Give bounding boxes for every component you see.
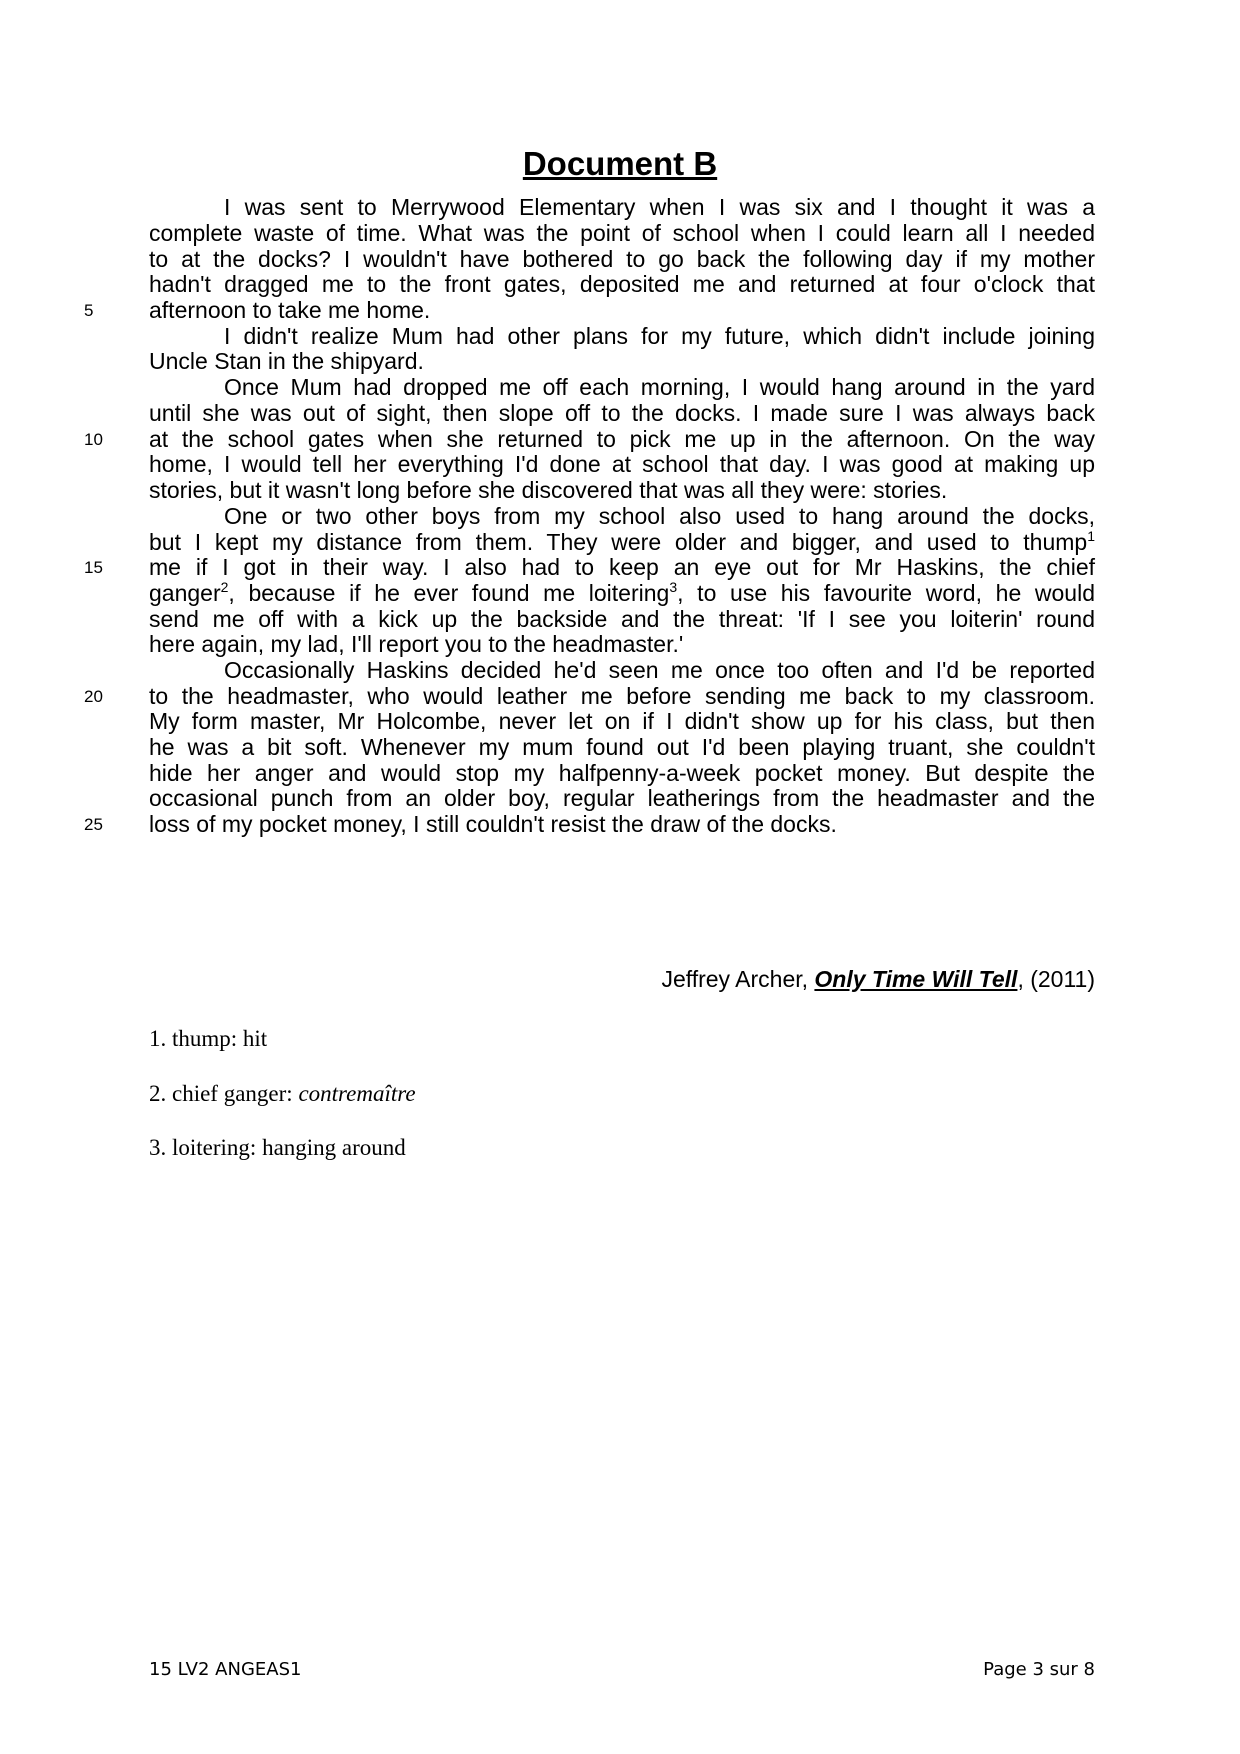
footnote-term: 2. chief ganger: xyxy=(149,1081,299,1106)
citation-author: Jeffrey Archer, xyxy=(661,966,815,992)
text-segment: ganger xyxy=(149,580,221,606)
text-segment: but I kept my distance from them. They were older and bigger, and used to thump xyxy=(149,529,1088,555)
text-line: to at the docks? I wouldn't have bothered to go back the following day if my mother xyxy=(149,246,1095,272)
line-number: 5 xyxy=(84,301,94,320)
text-line: I didn't realize Mum had other plans for my future, which didn't include joining xyxy=(224,323,1095,349)
text-line: to the headmaster, who would leather me before sending me back to my classroom. xyxy=(149,683,1095,709)
footnote xyxy=(149,1024,267,1053)
footnote-term: 1. thump: hit xyxy=(149,1026,268,1051)
footnote-translation: contremaître xyxy=(298,1081,416,1106)
text-line: My form master, Mr Holcombe, never let on if I didn't show up for his class, but then xyxy=(149,708,1095,734)
citation-year: , (2011) xyxy=(1017,966,1095,992)
text-line: he was a bit soft. Whenever my mum found out I'd been playing truant, she couldn't xyxy=(149,734,1095,760)
text-line: hadn't dragged me to the front gates, deposited me and returned at four o'clock that xyxy=(149,271,1095,297)
footer-page-number: Page 3 sur 8 xyxy=(983,1659,1095,1680)
footnote-mark: 2 xyxy=(220,579,229,595)
line-number: 15 xyxy=(84,558,103,577)
citation xyxy=(149,965,1095,994)
text-line xyxy=(149,579,1095,608)
text-line: me if I got in their way. I also had to keep an eye out for Mr Haskins, the chief xyxy=(149,554,1095,580)
footnote-mark: 3 xyxy=(669,579,678,595)
text-line: Once Mum had dropped me off each morning, I would hang around in the yard xyxy=(224,374,1095,400)
text-line: send me off with a kick up the backside and the threat: 'If I see you loiterin' round xyxy=(149,606,1095,632)
line-number: 20 xyxy=(84,687,103,706)
text-line: until she was out of sight, then slope off to the docks. I made sure I was always back xyxy=(149,400,1095,426)
footnote-term: 3. loitering: hanging around xyxy=(149,1135,406,1160)
text-line: here again, my lad, I'll report you to the headmaster.' xyxy=(149,631,684,657)
footnote-mark: 1 xyxy=(1087,528,1095,544)
text-line: at the school gates when she returned to pick me up in the afternoon. On the way xyxy=(149,426,1095,452)
footnote xyxy=(149,1133,406,1162)
text-line: I was sent to Merrywood Elementary when I was six and I thought it was a xyxy=(224,194,1095,220)
text-line: Uncle Stan in the shipyard. xyxy=(149,348,424,374)
footnote xyxy=(149,1079,416,1108)
book-title: Only Time Will Tell xyxy=(814,966,1018,992)
line-number: 10 xyxy=(84,430,103,449)
text-line: afternoon to take me home. xyxy=(149,297,431,323)
text-line: Occasionally Haskins decided he'd seen me once too often and I'd be reported xyxy=(224,657,1095,683)
text-segment: , because if he ever found me loitering xyxy=(228,580,670,606)
page-title: Document B xyxy=(522,145,718,182)
text-segment: , to use his favourite word, he would xyxy=(677,580,1095,606)
text-line: One or two other boys from my school also used to hang around the docks, xyxy=(224,503,1095,529)
text-line: occasional punch from an older boy, regular leatherings from the headmaster and the xyxy=(149,785,1095,811)
text-line: home, I would tell her everything I'd done at school that day. I was good at making up xyxy=(149,451,1095,477)
text-line: loss of my pocket money, I still couldn't resist the draw of the docks. xyxy=(149,811,837,837)
text-line: complete waste of time. What was the point of school when I could learn all I needed xyxy=(149,220,1095,246)
footer-exam-code: 15 LV2 ANGEAS1 xyxy=(149,1659,302,1680)
text-line: stories, but it wasn't long before she discovered that was all they were: stories. xyxy=(149,477,948,503)
line-number: 25 xyxy=(84,815,103,834)
text-line: hide her anger and would stop my halfpenny-a-week pocket money. But despite the xyxy=(149,760,1095,786)
